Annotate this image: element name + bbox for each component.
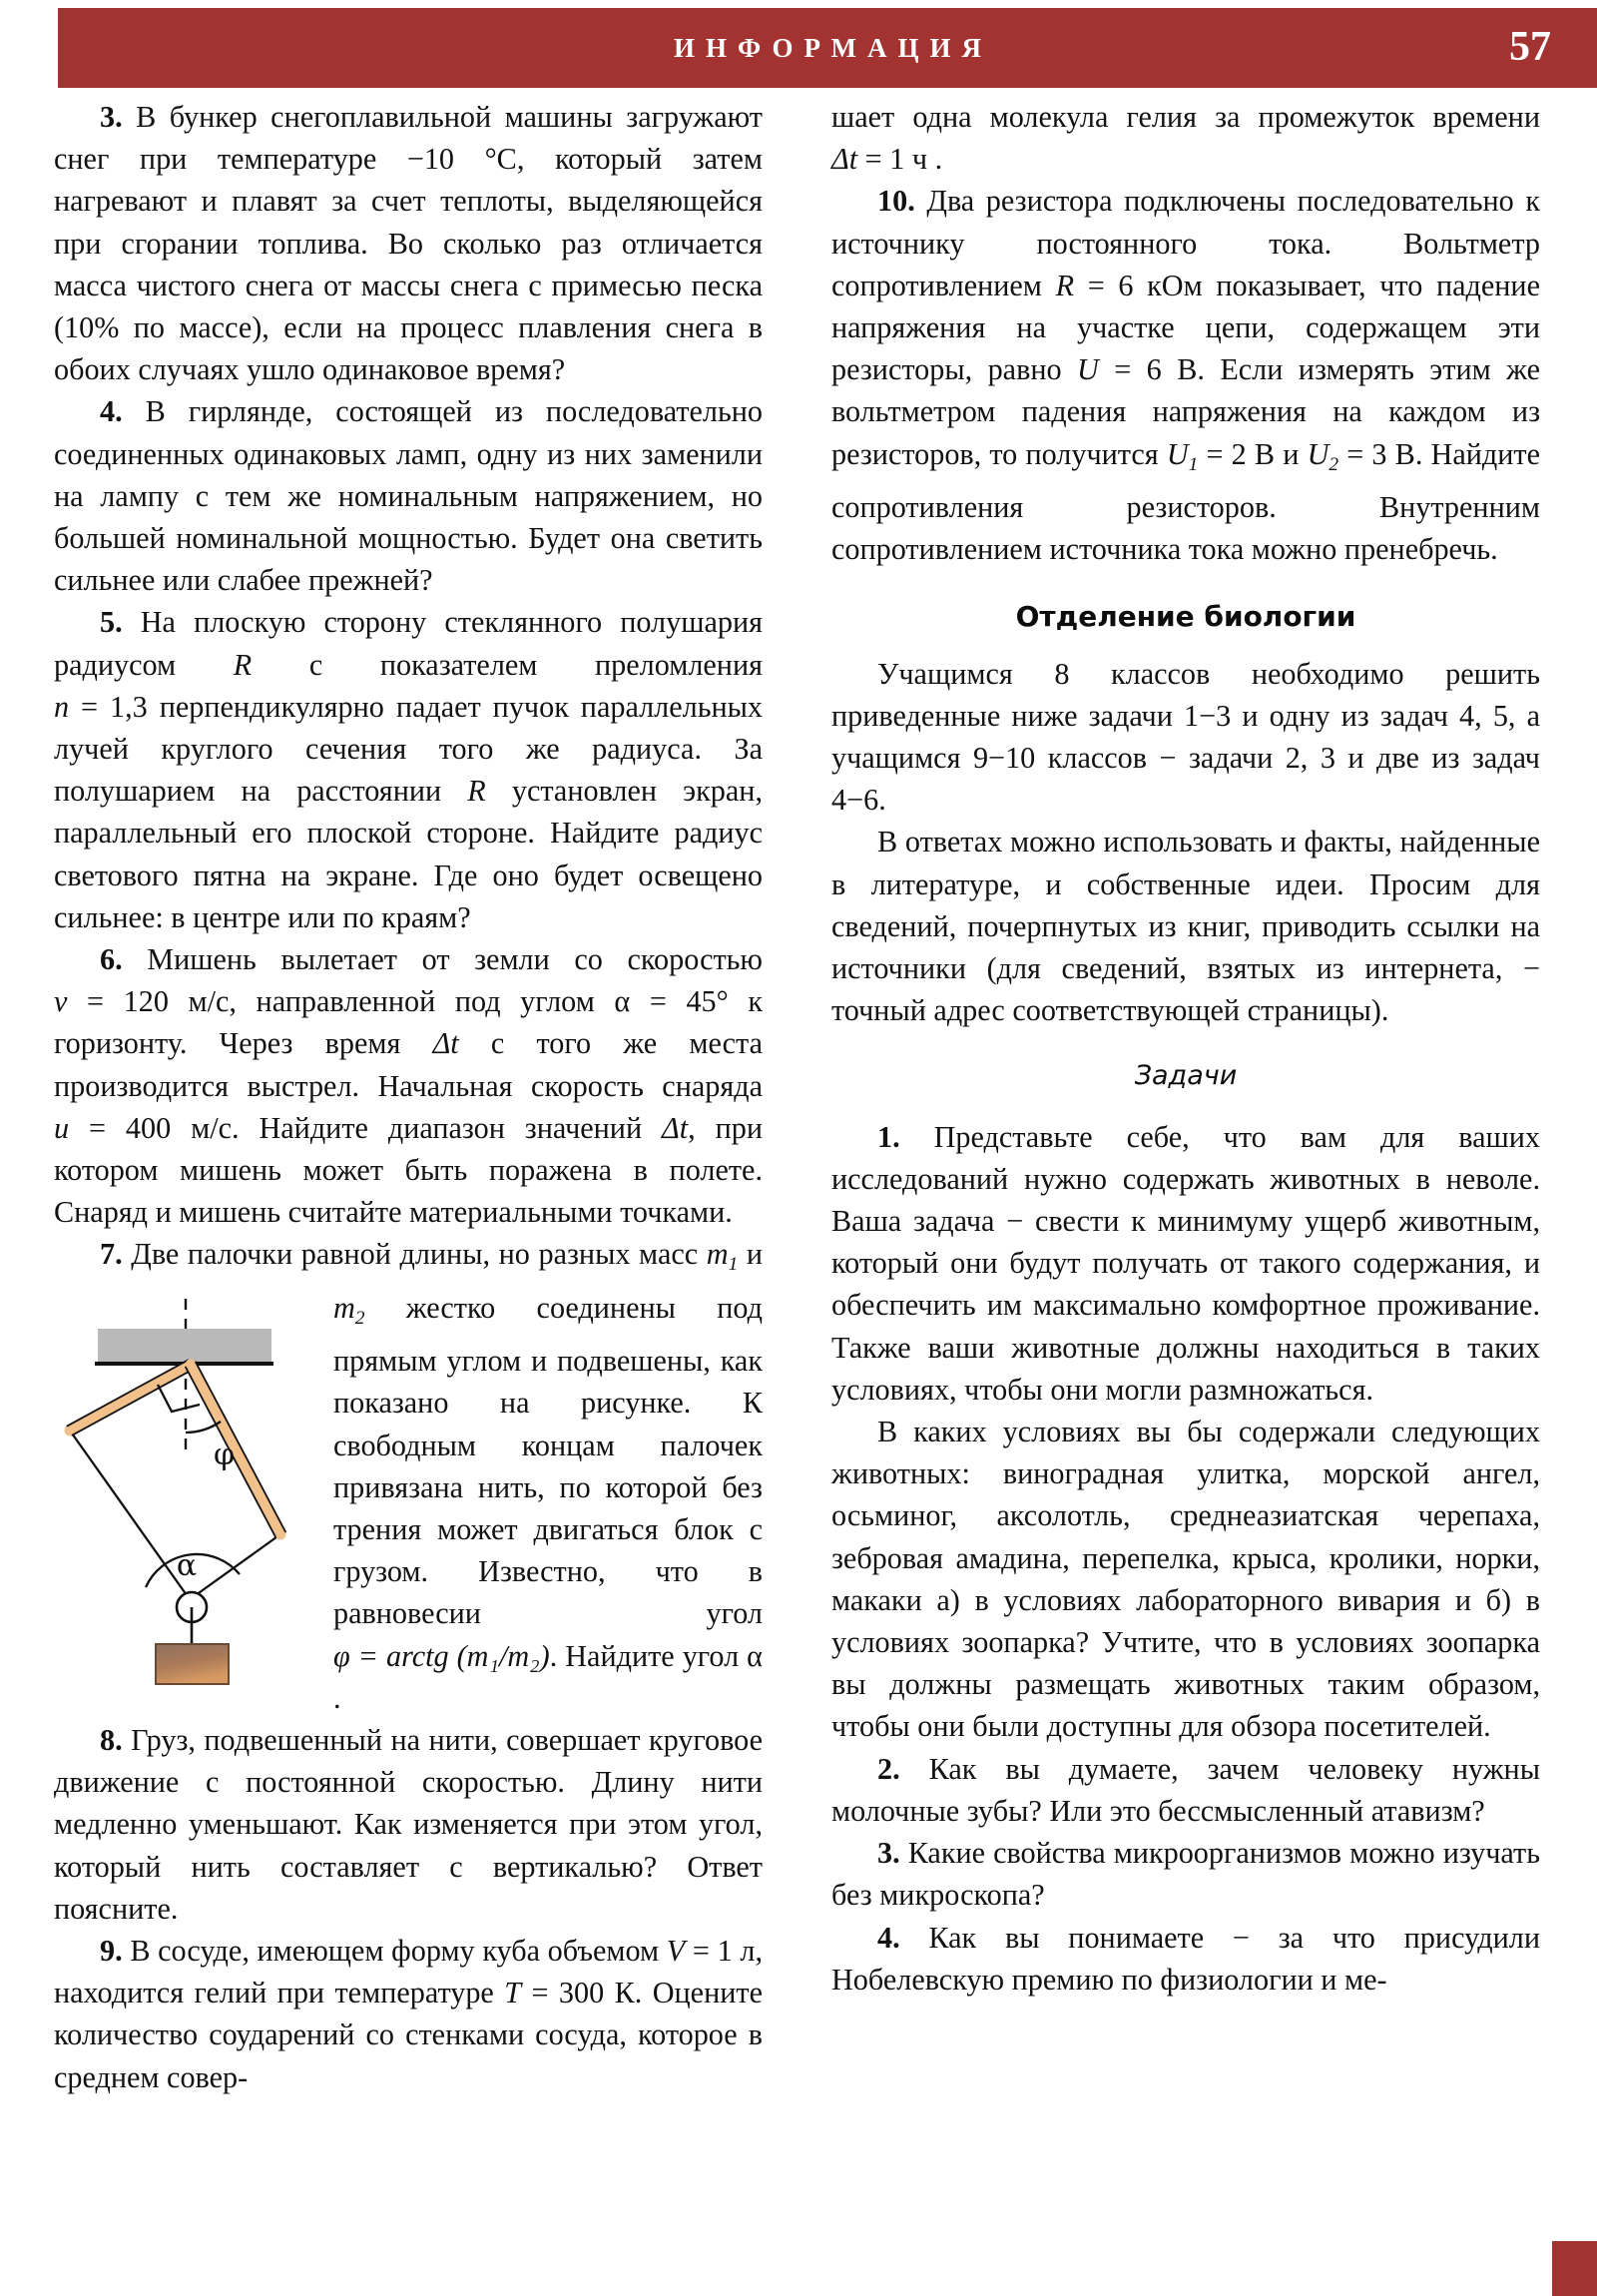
page-title: ИНФОРМАЦИЯ bbox=[674, 33, 992, 63]
figure-svg bbox=[54, 1293, 315, 1692]
page-body bbox=[0, 96, 1597, 2296]
problem-8-number: 8. bbox=[100, 1723, 123, 1758]
problem-6-eq-alpha: = 45° bbox=[630, 984, 729, 1019]
problem-8-text: Груз, подвешенный на нити, совершает круговое движение с постоянной скоростью. Длину нити медленно уменьшают. Как изменяется при этом угол, который нить составляет с вертикалью? Ответ поясните. bbox=[54, 1723, 763, 1926]
problem-7-var-alpha: α bbox=[747, 1638, 763, 1673]
bio-problem-4-text: Как вы понимаете − за что присудили Нобелевскую премию по физиологии и ме- bbox=[831, 1920, 1540, 1997]
problem-3-text-b: , который затем нагревают и плавят за счет теплоты, выделяющейся при сгорании топлива. Во сколько раз отличается масса чистого снега от массы снега с примесью песка (10% по массе), если на процесс плавления снега в обоих случаях ушло одинаковое время? bbox=[54, 142, 763, 387]
problem-10-eq-R: = 6 кОм bbox=[1074, 268, 1203, 302]
problem-10-var-R: R bbox=[1055, 268, 1075, 302]
problem-6-text-f: , при котором мишень может быть поражена в полете. Снаряд и мишень считайте материальными точками. bbox=[54, 1110, 763, 1230]
weight-block bbox=[156, 1644, 229, 1684]
bio-problem-2 bbox=[831, 1748, 1540, 1832]
problem-10-var-U1: U bbox=[1166, 436, 1189, 471]
corner-marker bbox=[1552, 2241, 1597, 2296]
problem-7-text-and: и bbox=[738, 1237, 763, 1272]
bio-problem-1-text: Представьте себе, что вам для ваших исследований нужно содержать животных в неволе. Ваша задача − свести к минимуму ущерб животным, который они будут получать от такого содержания, и обеспечить им максимально комфортное проживание. Также ваши животные должны находиться в таких условиях, чтобы они могли размножаться. bbox=[831, 1119, 1540, 1407]
left-column bbox=[54, 96, 763, 2098]
problem-10-sub-1: 1 bbox=[1188, 453, 1199, 475]
page-header-band bbox=[58, 8, 1597, 88]
ceiling-block bbox=[98, 1329, 271, 1364]
problem-9-continuation bbox=[831, 96, 1540, 180]
problem-10-var-U2: U bbox=[1307, 436, 1330, 471]
page-number: 57 bbox=[1509, 24, 1551, 70]
bio-problem-1-number: 1. bbox=[877, 1119, 900, 1154]
problem-9-var-T: T bbox=[504, 1976, 522, 2010]
problem-6-eq-u: = 400 м/с bbox=[69, 1110, 233, 1145]
problem-5-eq-n: = 1,3 bbox=[69, 689, 160, 724]
problem-10-text-c: . Если измерять этим же вольтметром падения напряжения на каждом из резисторов, то получится bbox=[831, 352, 1540, 471]
figure-sticks-pulley bbox=[54, 1293, 315, 1692]
problem-9-text-b: , находится гелий при температуре bbox=[54, 1934, 763, 2010]
problem-9-eq-T: = 300 К bbox=[521, 1976, 635, 2010]
problem-7-text-b: жестко соединены под прямым углом и подвешены, как показано на рисунке. К свободным концам палочек привязана нить, по которой без трения может двигаться блок с грузом. Известно, что в равновесии угол bbox=[333, 1290, 763, 1631]
problem-7-number: 7. bbox=[100, 1237, 123, 1272]
problem-3-temperature: −10 °C bbox=[406, 142, 517, 177]
problem-10-text-b: показывает, что падение напряжения на участке цепи, содержащем эти резисторы, равно bbox=[831, 268, 1540, 387]
problem-3-text-a: В бункер снегоплавильной машины загружают снег при температуре bbox=[54, 100, 763, 177]
problem-10-text-d: . Найдите сопротивления резисторов. Внутренним сопротивлением источника тока можно пренебречь. bbox=[831, 436, 1540, 567]
problem-5-text-a: На плоскую сторону стеклянного полушария радиусом bbox=[54, 605, 763, 682]
problem-6-text-e: . Найдите диапазон значений bbox=[232, 1110, 663, 1145]
problem-4 bbox=[54, 390, 763, 601]
problem-9-cont-text-a: шает одна молекула гелия за промежуток времени bbox=[831, 100, 1540, 134]
right-angle-marker bbox=[158, 1385, 200, 1412]
problem-10 bbox=[831, 180, 1540, 570]
problem-6-var-u: u bbox=[54, 1110, 70, 1145]
thread-right bbox=[196, 1534, 280, 1595]
problem-7 bbox=[54, 1233, 763, 1719]
problem-5-text-c: перпендикулярно падает пучок параллельных лучей круглого сечения того же радиуса. За полушарием на расстоянии bbox=[54, 689, 764, 809]
problem-6-number: 6. bbox=[100, 942, 123, 977]
bio-problem-1 bbox=[831, 1116, 1540, 1411]
right-column bbox=[831, 96, 1540, 2001]
subheading-tasks: Задачи bbox=[1134, 1060, 1238, 1092]
problem-10-number: 10. bbox=[877, 184, 915, 219]
alpha-angle-label: α bbox=[176, 1547, 198, 1583]
stick-m2 bbox=[186, 1362, 285, 1536]
bio-problem-1b: В каких условиях вы бы содержали следующих животных: виноградная улитка, морской ангел, осьминог, аксолотль, среднеазиатская черепаха, зебровая амадина, перепелка, крыса, кролики, норки, макаки а) в условиях лабораторного вивария и б) в условиях зоопарка? Учтите, что в условиях зоопарка вы должны размещать животных таким образом, чтобы они были доступны для обзора посетителей. bbox=[831, 1415, 1540, 1744]
problem-10-sub-2: 2 bbox=[1329, 453, 1339, 475]
problem-6-text-b: , направленной под углом bbox=[229, 984, 615, 1019]
problem-6-var-alpha: α bbox=[614, 984, 631, 1019]
biology-intro-2: В ответах можно использовать и факты, найденные в литературе, и собственные идеи. Просим для сведений, почерпнутых из книг, приводить ссылки на источники (для сведений, взятых из интернета, − точный адрес соответствующей страницы). bbox=[831, 825, 1540, 1028]
bio-problem-2-text: Как вы думаете, зачем человеку нужны молочные зубы? Или это бессмысленный атавизм? bbox=[831, 1751, 1540, 1828]
problem-5 bbox=[54, 601, 763, 938]
problem-9-number: 9. bbox=[100, 1934, 123, 1969]
problem-7-sub-1: 1 bbox=[728, 1254, 739, 1276]
problem-5-var-radius-2: R bbox=[467, 774, 486, 809]
problem-3 bbox=[54, 96, 763, 390]
problem-10-eq-U1: = 2 В bbox=[1198, 436, 1276, 471]
problem-6-text-c: к горизонту. Через время bbox=[54, 984, 763, 1061]
problem-6-text-d: с того же места производится выстрел. Начальная скорость снаряда bbox=[54, 1026, 763, 1103]
problem-7-formula: φ = arctg (m₁/m₂) bbox=[333, 1638, 550, 1673]
bio-problem-3-number: 3. bbox=[877, 1836, 900, 1871]
problem-9-text-a: В сосуде, имеющем форму куба объемом bbox=[122, 1934, 667, 1969]
problem-9-cont-var-dt: Δt bbox=[831, 142, 858, 177]
problem-5-var-n: n bbox=[54, 689, 70, 724]
problem-10-text-a: Два резистора подключены последовательно к источнику постоянного тока. Вольтметр сопротивлением bbox=[831, 184, 1540, 302]
phi-angle-label: φ bbox=[214, 1436, 236, 1472]
problem-6-var-v: v bbox=[54, 984, 68, 1019]
problem-5-text-b: с показателем преломления bbox=[252, 647, 763, 682]
problem-5-text-d: установлен экран, параллельный его плоской стороне. Найдите радиус светового пятна на экране. Где оно будет освещено сильнее: в центре или по краям? bbox=[54, 774, 763, 934]
problem-5-var-radius: R bbox=[233, 647, 253, 682]
problem-4-text: В гирлянде, состоящей из последовательно соединенных одинаковых ламп, одну из них заменили на лампу с тем же номинальным напряжением, но большей номинальной мощностью. Будет она светить сильнее или слабее прежней? bbox=[54, 394, 763, 598]
problem-7-var-m2: m bbox=[333, 1290, 355, 1325]
problem-5-number: 5. bbox=[100, 605, 123, 640]
stick-m1 bbox=[67, 1360, 193, 1435]
problem-6-var-dt: Δt bbox=[432, 1026, 459, 1061]
problem-6-text-a: Мишень вылетает от земли со скоростью bbox=[122, 942, 763, 977]
problem-10-text-and: и bbox=[1275, 436, 1308, 471]
thread-left bbox=[70, 1431, 187, 1595]
problem-4-number: 4. bbox=[100, 394, 123, 429]
problem-10-eq-U2: = 3 В bbox=[1338, 436, 1415, 471]
bio-problem-3 bbox=[831, 1832, 1540, 1916]
problem-6 bbox=[54, 938, 763, 1233]
biology-intro-1: Учащимся 8 классов необходимо решить приведенные ниже задачи 1−3 и одну из задач 4, 5, а учащимся 9−10 классов − задачи 2, 3 и две из задач 4−6. bbox=[831, 656, 1540, 818]
problem-9-text-c: . Оцените количество соударений со стенками сосуда, которое в среднем совер- bbox=[54, 1976, 763, 2094]
bio-problem-4-number: 4. bbox=[877, 1920, 900, 1955]
problem-10-var-U: U bbox=[1077, 352, 1099, 387]
bio-problem-2-number: 2. bbox=[877, 1751, 900, 1786]
problem-10-eq-U: = 6 В bbox=[1098, 352, 1198, 387]
bio-problem-4 bbox=[831, 1917, 1540, 2001]
problem-6-eq-v: = 120 м/с bbox=[67, 984, 230, 1019]
bio-problem-3-text: Какие свойства микроорганизмов можно изучать без микроскопа? bbox=[831, 1836, 1540, 1913]
problem-7-var-m1: m bbox=[706, 1237, 729, 1272]
problem-9-cont-eq-dt: = 1 ч bbox=[857, 142, 928, 177]
problem-9-var-V: V bbox=[666, 1934, 686, 1969]
problem-9-cont-text-b: . bbox=[927, 142, 943, 177]
problem-7-sub-2: 2 bbox=[354, 1308, 365, 1330]
problem-7-text-a: Две палочки равной длины, но разных масс bbox=[122, 1237, 707, 1272]
problem-8 bbox=[54, 1719, 763, 1930]
section-heading-biology: Отделение биологии bbox=[1015, 600, 1356, 634]
problem-9 bbox=[54, 1930, 763, 2098]
problem-6-var-dt-2: Δt bbox=[662, 1110, 689, 1145]
problem-7-text-c: . Найдите угол bbox=[549, 1638, 748, 1673]
problem-9-eq-V: = 1 л bbox=[685, 1934, 756, 1969]
problem-3-number: 3. bbox=[100, 100, 123, 134]
problem-7-text-d: . bbox=[333, 1680, 341, 1715]
